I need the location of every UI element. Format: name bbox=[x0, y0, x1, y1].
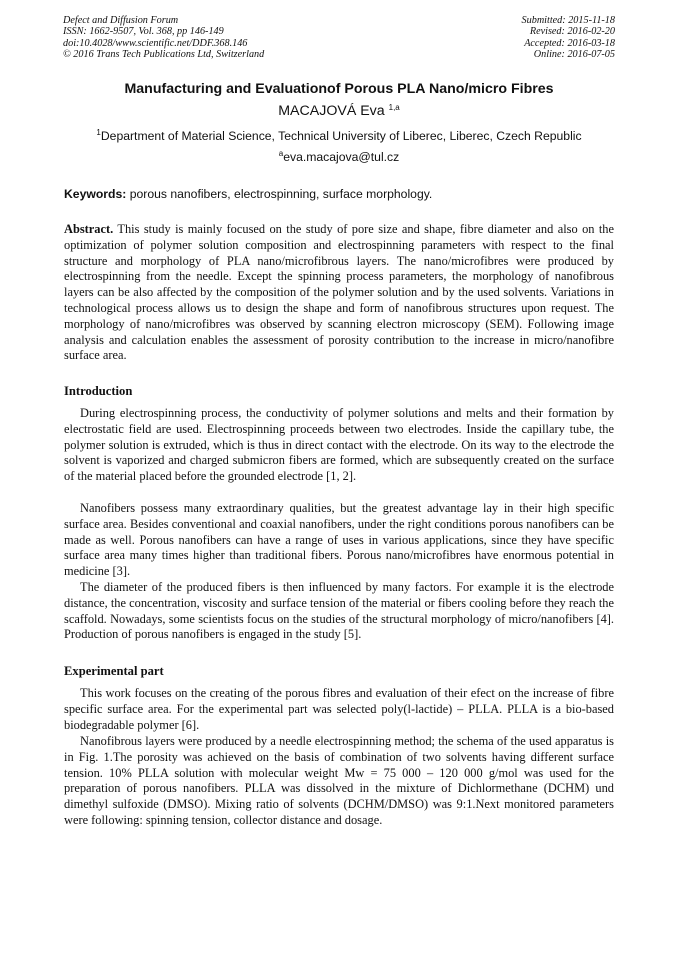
intro-paragraph-1: During electrospinning process, the conductivity of polymer solutions and melts and their formation by electrostatic field are used. Electrospinning proceeds between two electrodes. Inside the capillary tube, the polymer solution is extruded, which is thus in direct contact with the electrode. On its way to the electrode the solvent is vaporized and charged submicron fibers are formed, which are subsequently created on the surface of the material placed before the grounded electrode [1, 2]. bbox=[64, 406, 614, 484]
author-line bbox=[0, 103, 678, 119]
experimental-paragraph-1: This work focuses on the creating of the porous fibres and evaluation of their efect on the increase of fibre specific surface area. For the experimental part was selected poly(l-lactide) – PLLA. PLLA is a bio-based biodegradable polymer [6]. bbox=[64, 686, 614, 732]
experimental-paragraph-2: Nanofibrous layers were produced by a needle electrospinning method; the schema of the used apparatus is in Fig. 1.The porosity was achieved on the basis of combination of two solvents having different surface tension. 10% PLLA solution with molecular weight Mw = 75 000 – 120 000 g/mol was used for the preparation of porous nanofibers. PLLA was dissolved in the mixture of Dichlormethane (DCHM) und dimethyl sulfoxide (DMSO). Mixing ratio of solvents (DCHM/DMSO) was 9:1.Next monitored parameters were following: spinning tension, collector distance and dosage. bbox=[64, 734, 614, 827]
email-superscript: a bbox=[278, 149, 284, 158]
issn-info: ISSN: 1662-9507, Vol. 368, pp 146-149 bbox=[63, 26, 224, 38]
revised-date: Revised: 2016-02-20 bbox=[529, 26, 615, 38]
keywords-label: Keywords: bbox=[64, 187, 127, 201]
paper-title: Manufacturing and Evaluationof Porous PLA Nano/micro Fibres bbox=[124, 81, 554, 97]
abstract-paragraph bbox=[64, 222, 614, 364]
intro-paragraph-3: The diameter of the produced fibers is then influenced by many factors. For example it is the electrode distance, the concentration, viscosity and surface tension of the material or fibers cooling before they reach the scaffold. Nowadays, some scientists focus on the studies of the structural morphology of micro/nanofibers [4]. Production of porous nanofibers is engaged in the study [5]. bbox=[64, 580, 614, 642]
accepted-date: Accepted: 2016-03-18 bbox=[524, 37, 615, 49]
journal-header-left bbox=[63, 15, 264, 61]
experimental-heading: Experimental part bbox=[64, 664, 164, 678]
abstract-text: This study is mainly focused on the study of pore size and shape, fibre diameter and also on the optimization of polymer solution composition and electrospinning parameters with respect to the final structure and morphology of PLA nano/microfibrous layers. The nano/microfibres were produced by electrospinning from the needle. Except the spinning process parameters, the morphology of nanofibrous layers can be also affected by the composition of the polymer solution and by the used solvents. Variations in technological process allows us to design the shape and form of nanofibrous structures upon request. The morphology of nano/microfibres was observed by scanning electron microscopy (SEM). Following image analysis and calculation enables the assessment of porosity contribution to the increase in micro/nanofibre surface area. bbox=[64, 222, 614, 363]
journal-name: Defect and Diffusion Forum bbox=[63, 15, 179, 26]
affiliation-text: Department of Material Science, Technical University of Liberec, Liberec, Czech Republic bbox=[100, 129, 582, 143]
author-superscript: 1,a bbox=[388, 103, 400, 112]
email-line bbox=[0, 150, 678, 164]
abstract-label: Abstract. bbox=[64, 222, 114, 236]
doi-info: doi:10.4028/www.scientific.net/DDF.368.146 bbox=[63, 37, 248, 49]
author-name: MACAJOVÁ Eva bbox=[278, 103, 389, 119]
copyright-info: © 2016 Trans Tech Publications Ltd, Switzerland bbox=[63, 49, 265, 61]
intro-paragraph-2: Nanofibers possess many extraordinary qualities, but the greatest advantage lay in their high specific surface area. Besides conventional and coaxial nanofibers, under the right conditions porous nanofibers can be made as well. Porous nanofibers can have a range of uses in various applications, since they have specific surface area many times higher than traditional fibers. Porous nano/microfibres have enormous potential in medicine [3]. bbox=[64, 501, 614, 579]
affiliation-line bbox=[0, 129, 678, 143]
introduction-heading: Introduction bbox=[64, 384, 133, 398]
journal-header-right bbox=[522, 15, 615, 61]
keywords-text: porous nanofibers, electrospinning, surface morphology. bbox=[126, 187, 433, 201]
keywords-line bbox=[64, 187, 616, 201]
online-date: Online: 2016-07-05 bbox=[533, 49, 615, 61]
email-address[interactable]: eva.macajova@tul.cz bbox=[283, 150, 400, 164]
affiliation-superscript: 1 bbox=[96, 128, 101, 137]
submitted-date: Submitted: 2015-11-18 bbox=[521, 15, 615, 26]
